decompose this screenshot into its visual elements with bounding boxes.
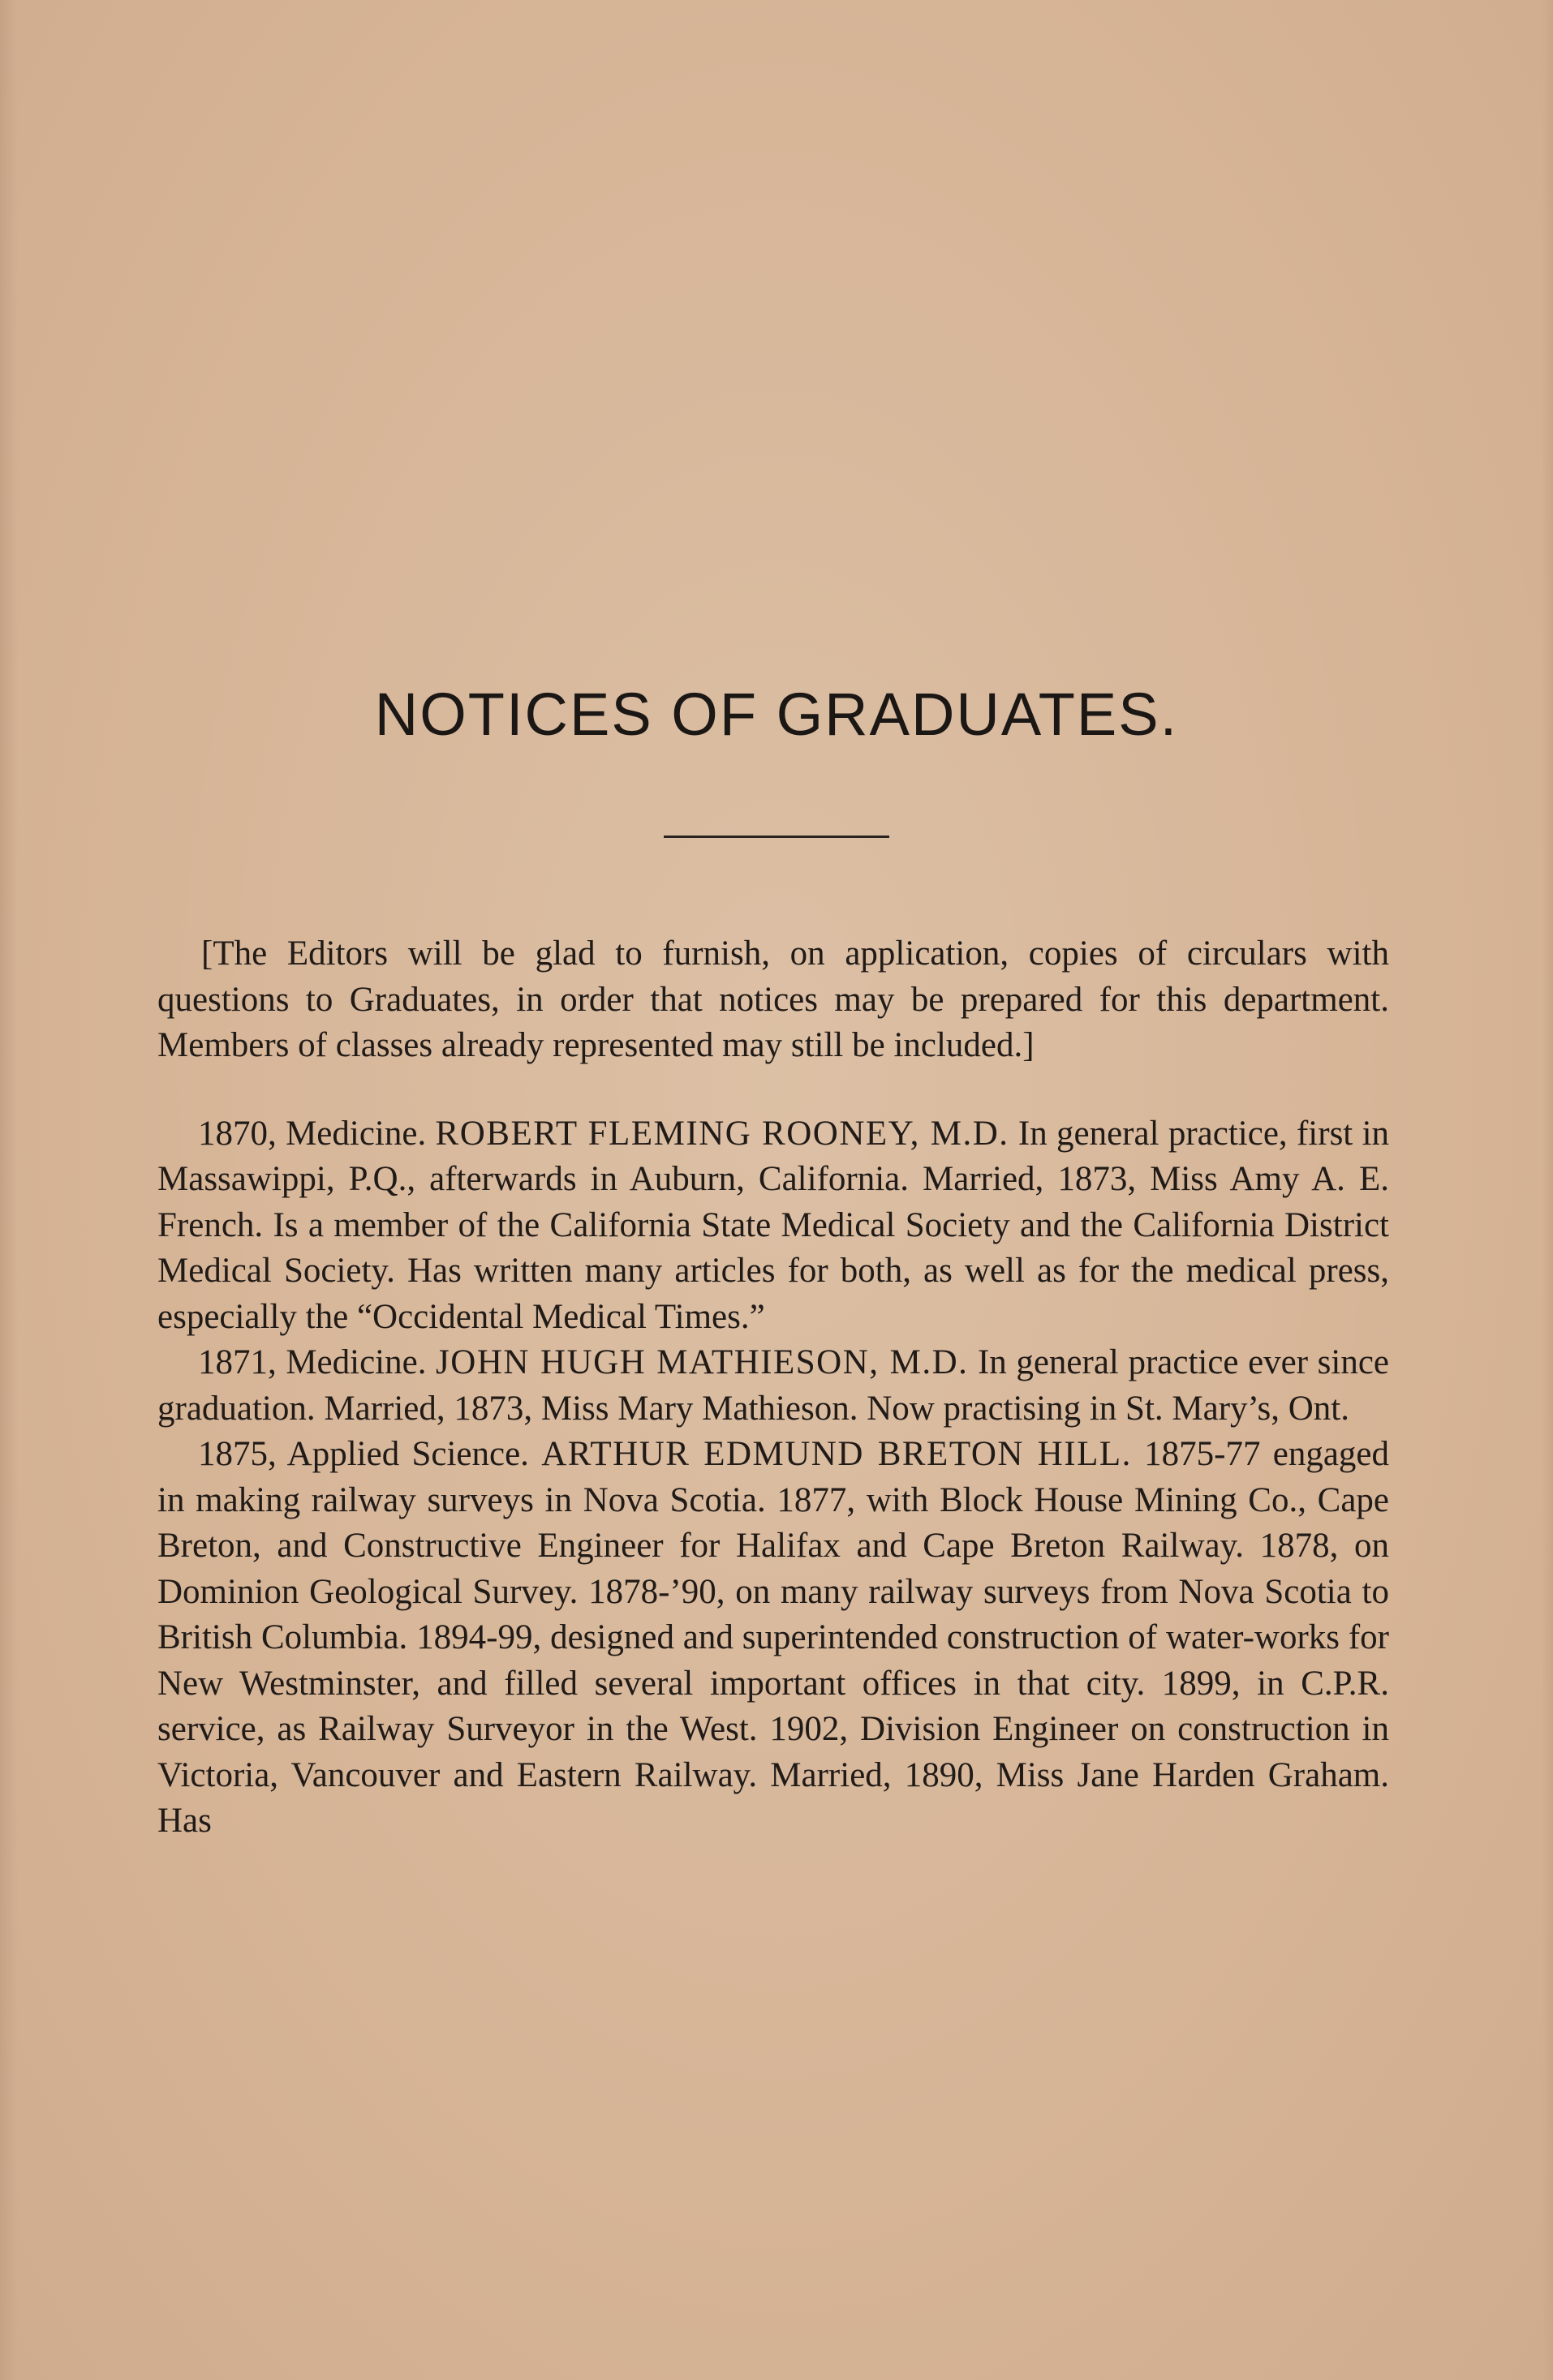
page-title: NOTICES OF GRADUATES. <box>374 681 1179 748</box>
entry-graduate-name: JOHN HUGH MATHIESON, M.D. <box>436 1343 969 1381</box>
entry-text: 1875-77 engaged in making railway surveys in Nova Scotia. 1877, with Block House Mining Co., Cape Breton, and Constructive Engineer for Halifax and Cape Breton Railway. 1878, on Dominion Geological Survey. 1878-’90, on many railway surveys from Nova Scotia to British Columbia. 1894-99, designed and superintended construction of water-works for New Westminster, and filled several important offices in that city. 1899, in C.P.R. service, as Railway Surveyor in the West. 1902, Division Engineer on construction in Victoria, Vancouver and Eastern Railway. Married, 1890, Miss Jane Harden Graham. Has <box>157 1435 1389 1840</box>
editors-note: [The Editors will be glad to furnish, on application, copies of circulars with questions to Graduates, in order that notices may be prepared for this department. Members of classes already represented may still be included.] <box>157 934 1389 1064</box>
graduate-entry-mathieson <box>157 1340 1389 1432</box>
entry-year-faculty: 1871, Medicine. <box>198 1343 427 1381</box>
entry-graduate-name: ARTHUR EDMUND BRETON HILL. <box>541 1435 1132 1473</box>
entry-text: In general practice ever since graduation. Married, 1873, Miss Mary Mathieson. Now practising in St. Mary’s, Ont. <box>157 1343 1389 1428</box>
entry-graduate-name: ROBERT FLEMING ROONEY, M.D. <box>435 1114 1009 1153</box>
title-rule-divider <box>664 836 889 838</box>
entry-year-faculty: 1870, Medicine. <box>198 1114 427 1153</box>
entry-year-faculty: 1875, Applied Science. <box>198 1435 529 1473</box>
notices-body <box>157 931 1389 1845</box>
page-edge-shadow-right <box>1542 0 1553 2380</box>
graduate-entry-rooney <box>157 1111 1389 1341</box>
page-edge-shadow-left <box>0 0 18 2380</box>
graduate-entry-hill <box>157 1432 1389 1845</box>
entry-text: In general practice, first in Massawippi, P.Q., afterwards in Auburn, California. Married, 1873, Miss Amy A. E. French. Is a member of the California State Medical Society and the California District Medical Society. Has written many articles for both, as well as for the medical press, especially the “Occidental Medical Times.” <box>157 1114 1390 1336</box>
